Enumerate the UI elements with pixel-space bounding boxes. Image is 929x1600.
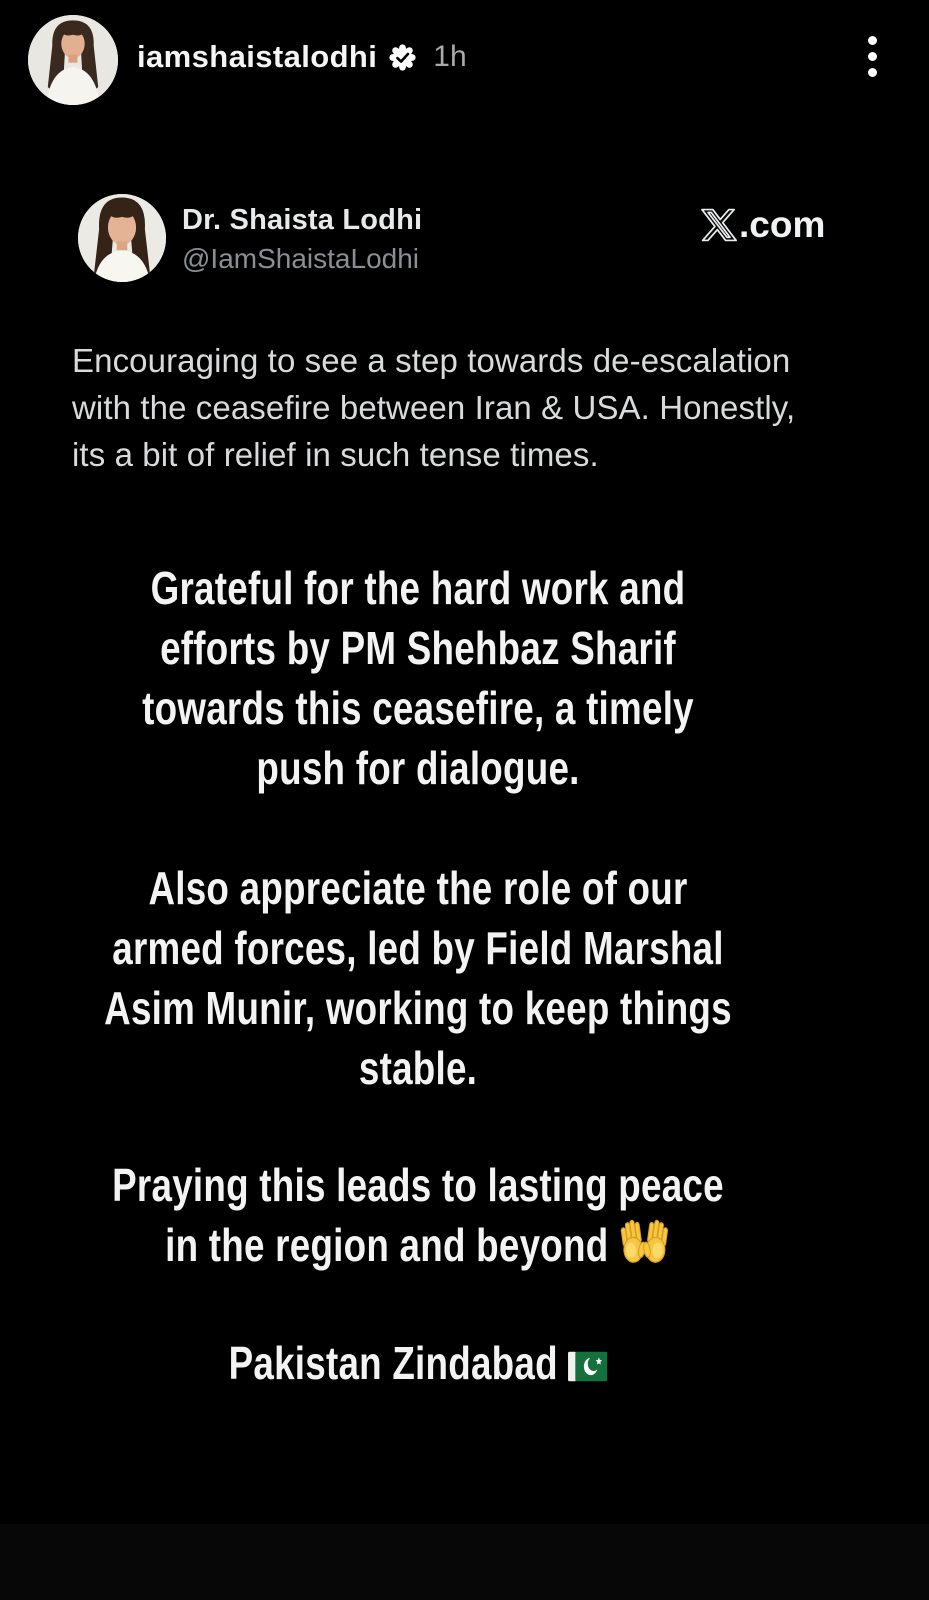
message-line: Asim Munir, working to keep things (104, 982, 732, 1034)
pakistan-flag-icon (567, 1339, 607, 1399)
story-avatar[interactable] (28, 15, 118, 105)
message-block-peace-prayer (84, 1155, 753, 1281)
tweet-body-line: its a bit of relief in such tense times. (72, 436, 599, 473)
watermark-domain-text: .com (739, 204, 826, 245)
message-line-text: in the region and beyond (165, 1219, 609, 1271)
avatar-portrait-image (28, 15, 118, 105)
message-line-text: Pakistan Zindabad (228, 1337, 558, 1389)
story-username[interactable]: iamshaistalodhi (137, 39, 378, 74)
message-block-armed-forces (84, 858, 753, 1098)
tweet-body-text (72, 337, 892, 478)
x-logo-icon (700, 206, 738, 244)
message-line: Also appreciate the role of our (148, 862, 688, 914)
shared-tweet-screenshot (0, 180, 929, 490)
avatar-portrait-image (78, 194, 166, 282)
x-com-watermark (700, 204, 825, 246)
message-line: push for dialogue. (256, 742, 580, 794)
kebab-dot (868, 68, 877, 77)
story-timestamp: 1h (433, 40, 467, 73)
message-line (84, 1215, 753, 1281)
palms-up-together-icon (618, 1217, 671, 1281)
message-line: Grateful for the hard work and (150, 562, 686, 614)
tweet-body-line: with the ceasefire between Iran & USA. Honestly, (72, 389, 796, 426)
tweet-author-name: Dr. Shaista Lodhi (182, 204, 423, 236)
message-block-gratitude (84, 558, 753, 798)
bottom-band (0, 1524, 929, 1600)
story-user-row (137, 34, 467, 80)
story-header (0, 0, 929, 115)
kebab-dot (868, 36, 877, 45)
message-line: towards this ceasefire, a timely (142, 682, 694, 734)
verified-badge-icon (388, 43, 417, 72)
message-line: efforts by PM Shehbaz Sharif (160, 622, 676, 674)
tweet-author-handle: @IamShaistaLodhi (182, 243, 420, 274)
tweet-author-avatar (78, 194, 166, 282)
kebab-dot (868, 52, 877, 61)
tweet-body-line: Encouraging to see a step towards de-escalation (72, 342, 791, 379)
message-line: stable. (358, 1042, 478, 1094)
message-line: armed forces, led by Field Marshal (112, 922, 724, 974)
message-line (84, 1333, 753, 1399)
message-block-pakistan-zindabad (84, 1333, 753, 1399)
message-line: Praying this leads to lasting peace (112, 1159, 724, 1211)
more-options-button[interactable] (852, 26, 892, 86)
